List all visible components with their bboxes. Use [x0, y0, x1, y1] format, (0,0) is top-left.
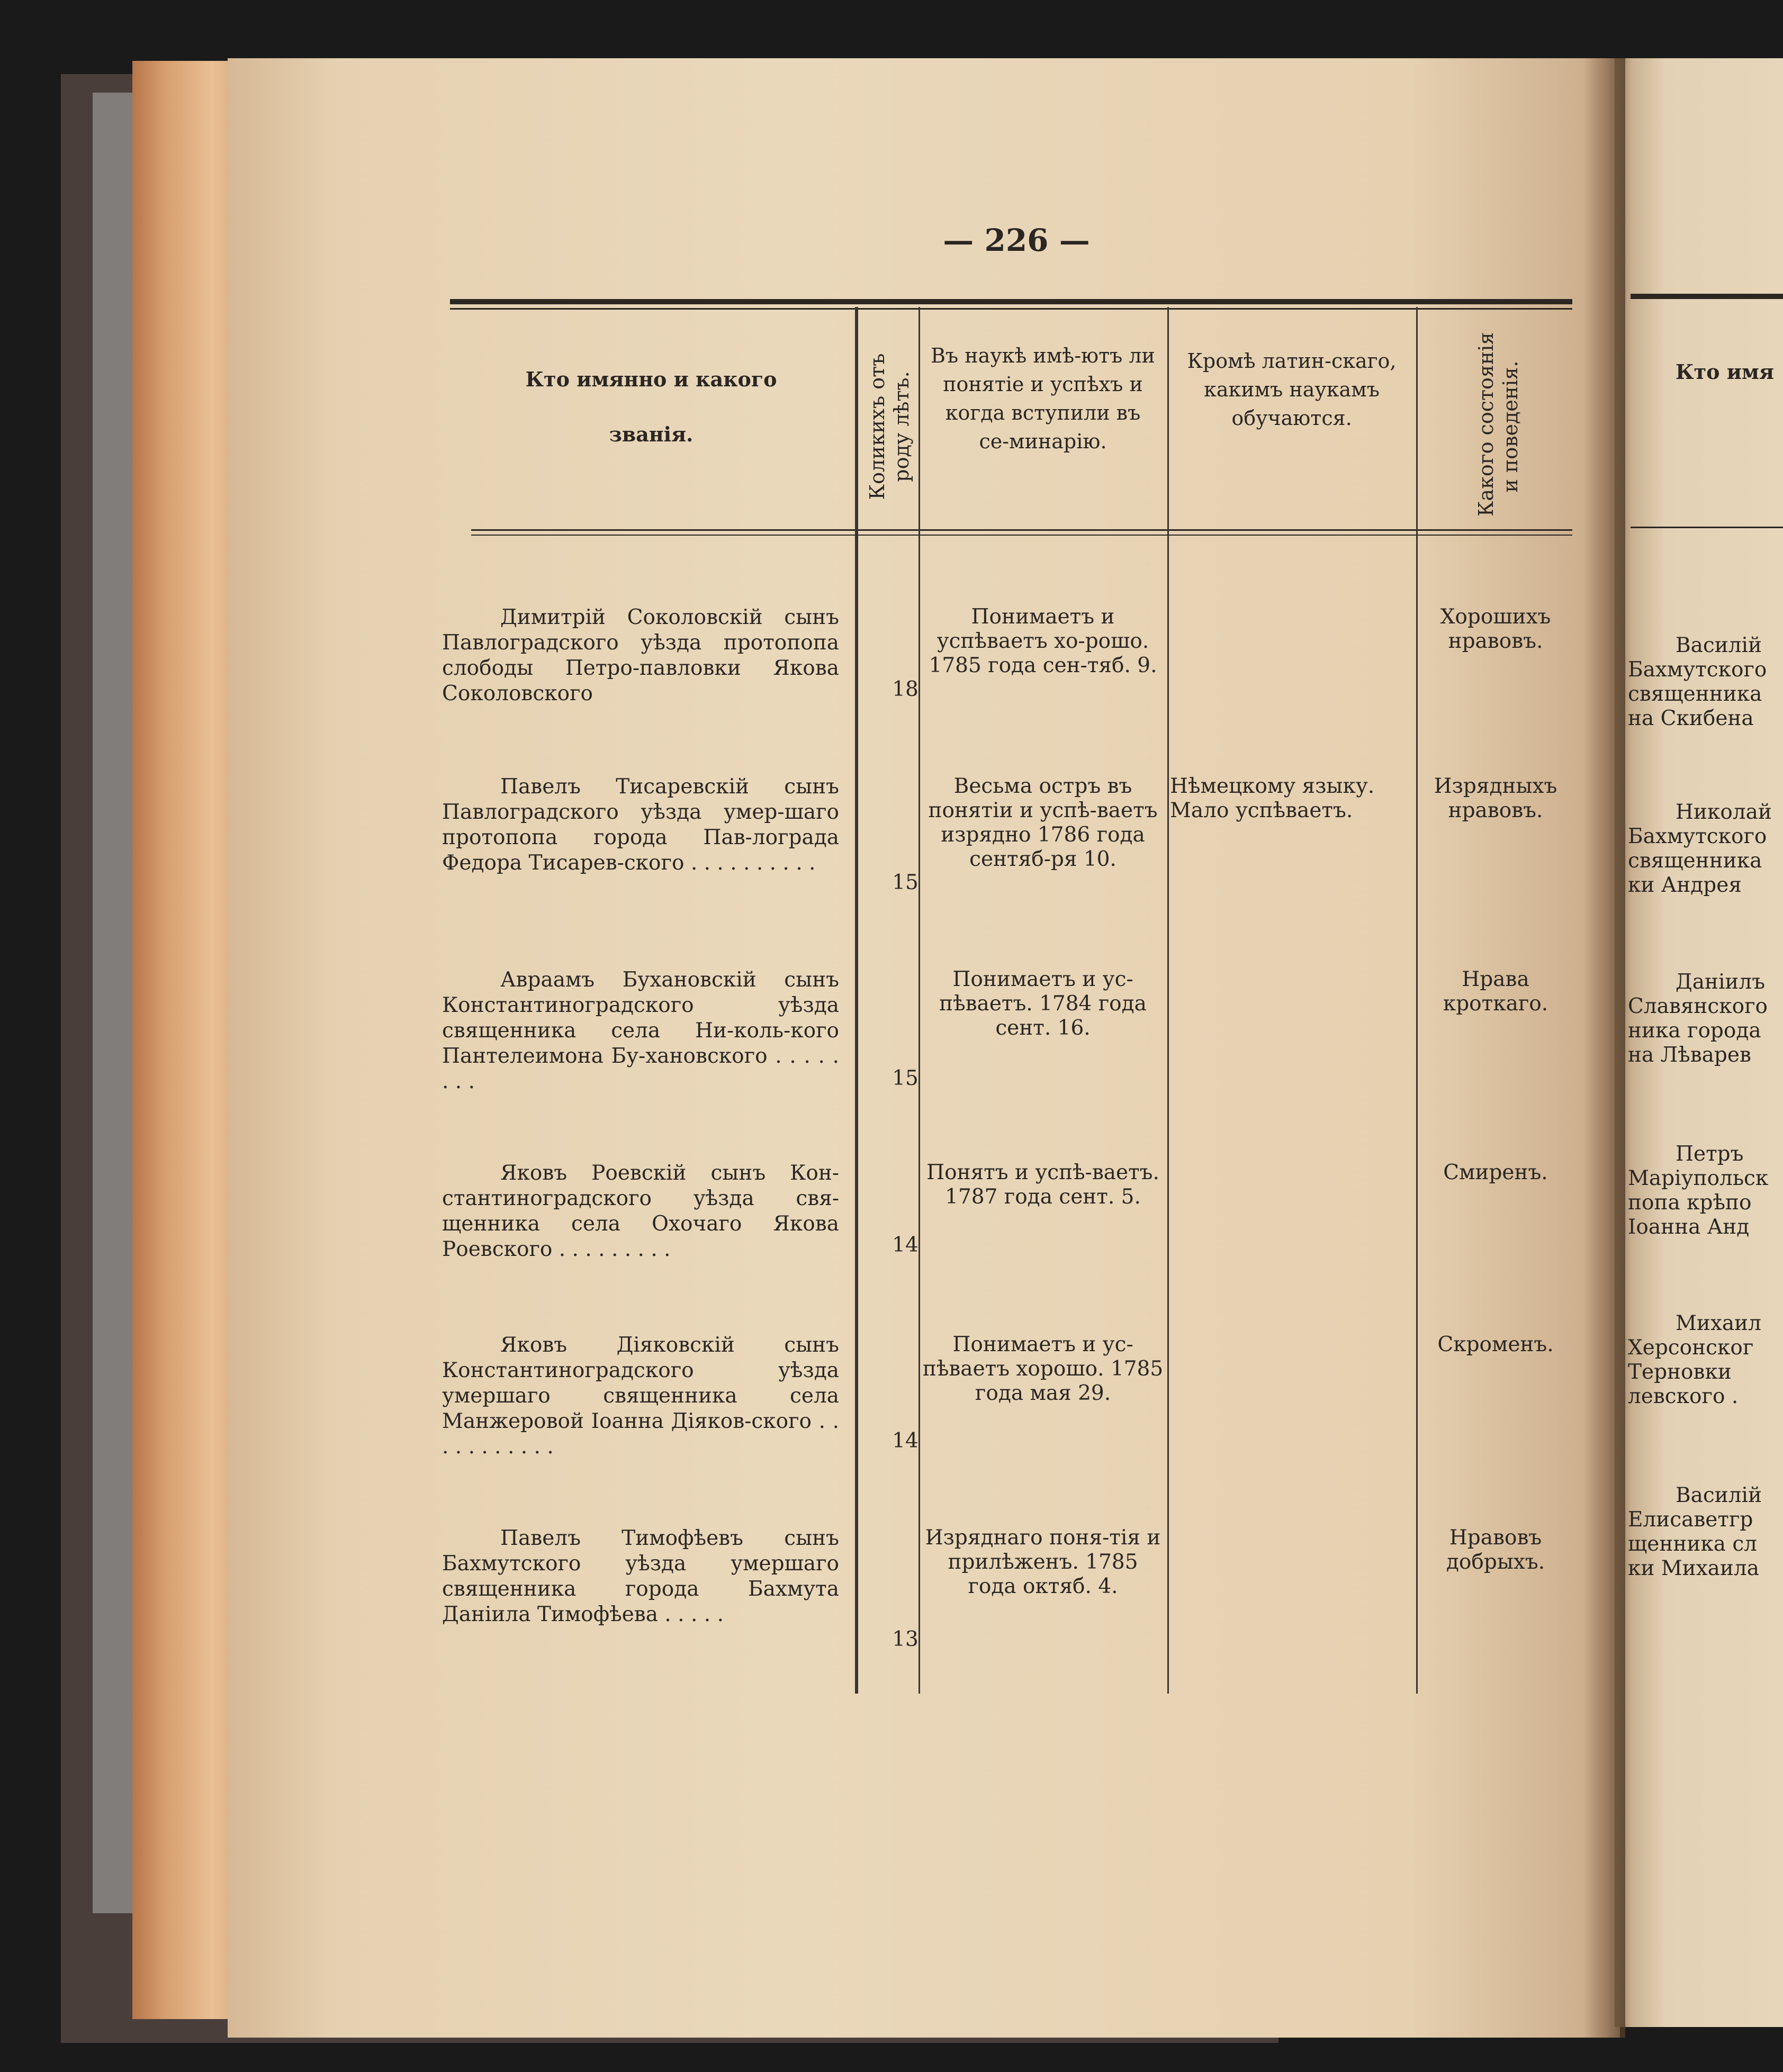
col-line-3: [1167, 307, 1169, 1694]
row-3-age: 15: [892, 1066, 918, 1090]
header-bottom-rule: [471, 529, 1572, 531]
right-entry-1: Василій Бахмутского священника на Скибена: [1628, 634, 1767, 730]
row-2-other: Нѣмецкому языку. Мало успѣваетъ.: [1170, 774, 1375, 822]
row-1-condition: Хорошихъ нравовъ.: [1440, 605, 1551, 653]
right-entry-6: Василій Елисаветгр щенника сл ки Михаила: [1628, 1483, 1762, 1580]
row-1-age: 18: [892, 677, 918, 701]
row-3-name: Авраамъ Бухановскій сынъ Константиноградского уѣзда священника села Ни-коль-кого Пантелеимона Бу-хановского . . . . . . . .: [442, 968, 839, 1093]
header-other: Кромѣ латин-скаго, какимъ наукамъ обучаются.: [1187, 349, 1397, 430]
row-5-name: Яковъ Діяковскій сынъ Константиноградского уѣзда умершаго священника села Манжеровой Іоанна Діяков-ского . . . . . . . . . . .: [442, 1333, 839, 1459]
right-entry-4: Петръ Маріупольск попа крѣпо Іоанна Анд: [1628, 1142, 1769, 1239]
row-4-science: Понятъ и успѣ-ваетъ. 1787 года сент. 5.: [926, 1161, 1159, 1209]
row-1-name: Димитрій Соколовскій сынъ Павлоградского уѣзда протопопа слободы Петро-павловки Якова Соколовского: [442, 605, 839, 705]
row-2-science: Весьма остръ въ понятіи и успѣ-ваетъ изрядно 1786 года сентяб-ря 10.: [928, 774, 1158, 871]
book-gutter: [1583, 58, 1625, 2038]
row-6-science: Изряднаго поня-тія и прилѣженъ. 1785 года октяб. 4.: [925, 1526, 1161, 1598]
row-3-condition: Нрава кроткаго.: [1443, 967, 1548, 1016]
row-2-condition: Изрядныхъ нравовъ.: [1434, 774, 1557, 822]
table-top-rule-thin: [450, 308, 1572, 310]
right-page-top-rule: [1631, 294, 1783, 299]
table-top-rule: [450, 299, 1572, 304]
header-age: Коликихъ отъ роду лѣтъ.: [866, 353, 913, 500]
header-condition: Какого состоянія и поведенія.: [1474, 332, 1522, 517]
row-4-condition: Смиренъ.: [1443, 1161, 1548, 1184]
right-entry-3: Даніилъ Славянского ника города на Лѣварев: [1628, 970, 1768, 1067]
row-6-condition: Нравовъ добрыхъ.: [1446, 1526, 1545, 1574]
right-page-header: Кто имя: [1676, 360, 1774, 384]
header-science: Въ наукѣ имѣ-ютъ ли понятіе и успѣхъ и когда вступили въ се-минарію.: [931, 344, 1155, 453]
row-4-age: 14: [892, 1233, 918, 1257]
row-5-science: Понимаетъ и ус-пѣваетъ хорошо. 1785 года мая 29.: [922, 1333, 1164, 1405]
right-entry-5: Михаил Херсонског Терновки левского .: [1628, 1311, 1761, 1408]
right-page-header-rule: [1631, 527, 1783, 528]
right-entry-2: Николай Бахмутского священника ки Андрея: [1628, 800, 1772, 897]
page-number: — 226 —: [943, 222, 1090, 258]
col-line-1: [855, 307, 858, 1694]
left-page: [228, 58, 1620, 2038]
col-line-4: [1416, 307, 1418, 1694]
row-4-name: Яковъ Роевскій сынъ Кон-стантиноградского уѣзда свя-щенника села Охочаго Якова Роевского . . . . . . . . .: [442, 1161, 839, 1261]
row-3-science: Понимаетъ и ус-пѣваетъ. 1784 года сент. 16.: [939, 967, 1147, 1040]
row-6-age: 13: [892, 1627, 918, 1651]
header-bottom-rule-2: [471, 535, 1572, 536]
row-5-age: 14: [892, 1429, 918, 1453]
col-line-2: [918, 307, 920, 1694]
row-1-science: Понимаетъ и успѣваетъ хо-рошо. 1785 года сен-тяб. 9.: [929, 605, 1157, 677]
header-name: Кто имянно и какого званія.: [525, 367, 777, 446]
row-6-name: Павелъ Тимофѣевъ сынъ Бахмутского уѣзда умершаго священника города Бахмута Даніила Тимофѣева . . . . .: [442, 1526, 839, 1626]
row-5-condition: Скроменъ.: [1437, 1333, 1554, 1356]
row-2-age: 15: [892, 871, 918, 894]
row-2-name: Павелъ Тисаревскій сынъ Павлоградского уѣзда умер-шаго протопопа города Пав-лограда Федора Тисарев-ского . . . . . . . . . .: [442, 775, 839, 875]
